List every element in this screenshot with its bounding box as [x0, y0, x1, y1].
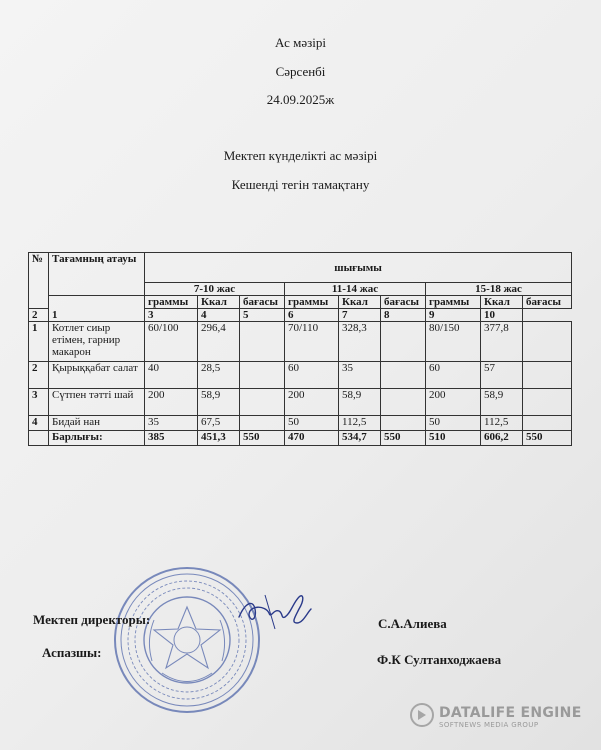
total-value: 385: [145, 431, 198, 446]
cell-value: 328,3: [339, 322, 381, 362]
cell-value: [240, 416, 285, 431]
table-row: [29, 362, 572, 389]
total-value: 510: [426, 431, 481, 446]
cell-value: [523, 362, 572, 389]
dish-name: Қырыққабат салат: [49, 362, 145, 389]
cell-value: 58,9: [481, 389, 523, 416]
total-value: 550: [523, 431, 572, 446]
cell-value: 112,5: [339, 416, 381, 431]
cell-value: 70/110: [285, 322, 339, 362]
table-row: [29, 322, 572, 362]
col-index: 5: [240, 309, 285, 322]
sub-header: Ккал: [198, 296, 240, 309]
cell-value: 35: [339, 362, 381, 389]
cell-value: 57: [481, 362, 523, 389]
col-index: 9: [426, 309, 481, 322]
cell-value: 60: [426, 362, 481, 389]
cell-value: 50: [426, 416, 481, 431]
table-row: [29, 389, 572, 416]
watermark: [410, 703, 582, 732]
col-index: 8: [381, 309, 426, 322]
cell-value: 28,5: [198, 362, 240, 389]
col-name-header: Тағамның атауы: [49, 253, 145, 296]
cell-value: 60: [285, 362, 339, 389]
col-index: 7: [339, 309, 381, 322]
cell-value: 35: [145, 416, 198, 431]
col-output-header: шығымы: [145, 253, 572, 283]
total-value: 550: [240, 431, 285, 446]
school-menu-title: Мектеп күнделікті ас мәзірі: [223, 148, 378, 163]
total-value: 606,2: [481, 431, 523, 446]
cell-value: 50: [285, 416, 339, 431]
col-index: 4: [198, 309, 240, 322]
table-header-row: [29, 253, 572, 283]
cell-value: [523, 322, 572, 362]
dish-name: Бидай нан: [49, 416, 145, 431]
sub-header: бағасы: [381, 296, 426, 309]
free-meal-title: Кешенді тегін тамақтану: [231, 177, 370, 192]
col-number-header: №: [29, 253, 49, 309]
sub-header: граммы: [426, 296, 481, 309]
col-index: 1: [49, 296, 145, 322]
cell-value: [523, 389, 572, 416]
weekday: Сәрсенбі: [275, 64, 326, 79]
cell-value: [240, 389, 285, 416]
age-group-header: 11-14 жас: [285, 283, 426, 296]
cell-value: [523, 416, 572, 431]
row-number: 2: [29, 362, 49, 389]
row-number: 3: [29, 389, 49, 416]
col-index: 2: [29, 309, 49, 322]
cell-value: [240, 322, 285, 362]
datalife-logo-icon: [410, 703, 434, 732]
cell-value: 200: [426, 389, 481, 416]
director-name: С.А.Алиева: [378, 616, 447, 631]
cell-value: 377,8: [481, 322, 523, 362]
cell-value: 67,5: [198, 416, 240, 431]
cell-value: [381, 389, 426, 416]
menu-heading: Ас мәзірі: [275, 35, 326, 50]
cook-label: Аспазшы:: [42, 645, 102, 660]
dish-name: Котлет сиыр етімен, гарнир макарон: [49, 322, 145, 362]
cell-value: [381, 322, 426, 362]
handwritten-signature-icon: [235, 583, 315, 638]
sub-header: граммы: [145, 296, 198, 309]
sub-header: Ккал: [481, 296, 523, 309]
watermark-subtitle: SOFTNEWS MEDIA GROUP: [439, 721, 539, 729]
sub-header: бағасы: [523, 296, 572, 309]
cell-value: 80/150: [426, 322, 481, 362]
director-label: Мектеп директоры:: [33, 612, 151, 627]
total-value: 451,3: [198, 431, 240, 446]
age-group-header: 7-10 жас: [145, 283, 285, 296]
row-number: [29, 431, 49, 446]
cell-value: 112,5: [481, 416, 523, 431]
sub-header: бағасы: [240, 296, 285, 309]
col-index: 6: [285, 309, 339, 322]
subheader-row: [29, 296, 572, 309]
cell-value: [381, 362, 426, 389]
watermark-title: DATALIFE ENGINE: [439, 705, 582, 721]
cell-value: [240, 362, 285, 389]
cell-value: 58,9: [339, 389, 381, 416]
cell-value: 296,4: [198, 322, 240, 362]
menu-date: 24.09.2025ж: [266, 92, 335, 107]
menu-table: [28, 252, 572, 446]
cook-name: Ф.К Султанходжаева: [377, 652, 502, 667]
col-index: 3: [145, 309, 198, 322]
col-index: 10: [481, 309, 523, 322]
cell-value: 40: [145, 362, 198, 389]
cell-value: 58,9: [198, 389, 240, 416]
cell-value: 60/100: [145, 322, 198, 362]
table-row: [29, 416, 572, 431]
cell-value: 200: [285, 389, 339, 416]
sub-header: Ккал: [339, 296, 381, 309]
totals-row: [29, 431, 572, 446]
dish-name: Сүтпен тәтті шай: [49, 389, 145, 416]
row-number: 4: [29, 416, 49, 431]
row-number: 1: [29, 322, 49, 362]
total-value: 534,7: [339, 431, 381, 446]
age-group-header: 15-18 жас: [426, 283, 572, 296]
cell-value: [381, 416, 426, 431]
cell-value: 200: [145, 389, 198, 416]
total-label: Барлығы:: [49, 431, 145, 446]
total-value: 470: [285, 431, 339, 446]
sub-header: граммы: [285, 296, 339, 309]
total-value: 550: [381, 431, 426, 446]
